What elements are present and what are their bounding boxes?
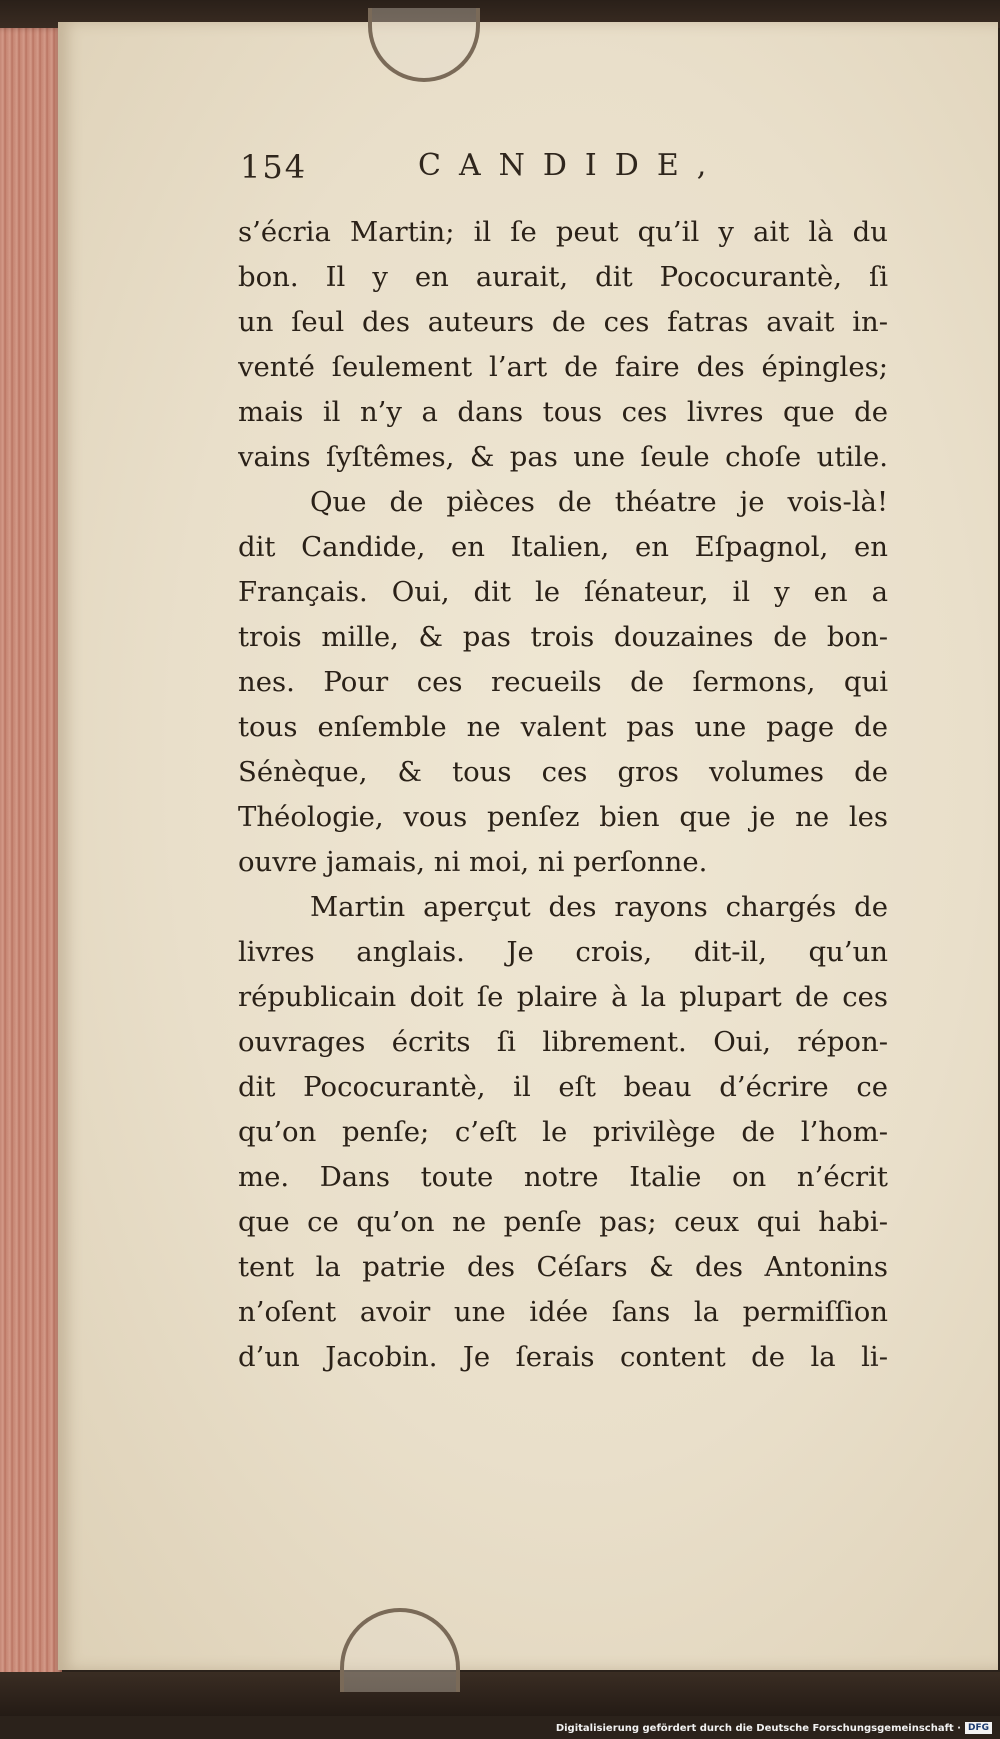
dfg-logo: DFG — [965, 1722, 992, 1734]
text-line: n’oſent avoir une idée ſans la permiſſion — [238, 1296, 888, 1328]
book-page-edges — [0, 28, 62, 1678]
text-line: dit Pococurantè, il eſt beau d’écrire ce — [238, 1071, 888, 1103]
text-line: venté ſeulement l’art de faire des épingles; — [238, 351, 888, 383]
text-line: livres anglais. Je crois, dit-il, qu’un — [238, 936, 888, 968]
text-line: Sénèque, & tous ces gros volumes de — [238, 756, 888, 788]
text-line: vains ſyſtêmes, & pas une ſeule choſe utile. — [238, 441, 888, 473]
text-line: Français. Oui, dit le ſénateur, il y en a — [238, 576, 888, 608]
text-line: ouvre jamais, ni moi, ni perſonne. — [238, 846, 708, 878]
text-line: qu’on penſe; c’eſt le privilège de l’hom- — [238, 1116, 888, 1148]
text-line: républicain doit ſe plaire à la plupart de ces — [238, 981, 888, 1013]
text-line: dit Candide, en Italien, en Eſpagnol, en — [238, 531, 888, 563]
text-line: ouvrages écrits ſi librement. Oui, répon- — [238, 1026, 888, 1058]
text-line: que ce qu’on ne penſe pas; ceux qui habi- — [238, 1206, 888, 1238]
body-text — [238, 210, 888, 1380]
digitization-credit — [556, 1722, 992, 1734]
text-line: tent la patrie des Céſars & des Antonins — [238, 1251, 888, 1283]
credit-text: Digitalisierung gefördert durch die Deutsche Forschungsgemeinschaft · — [555, 1722, 961, 1734]
text-line: mais il n’y a dans tous ces livres que de — [238, 396, 888, 428]
text-line: Que de pièces de théatre je vois-là! — [310, 486, 888, 518]
text-line: nes. Pour ces recueils de ſermons, qui — [238, 666, 888, 698]
page-number: 154 — [240, 148, 308, 186]
text-line: d’un Jacobin. Je ſerais content de la li- — [238, 1341, 888, 1373]
text-line: trois mille, & pas trois douzaines de bon- — [238, 621, 888, 653]
scan-bottom-border — [0, 1672, 1000, 1716]
text-line: Théologie, vous penſez bien que je ne les — [238, 801, 888, 833]
running-title: CANDIDE, — [418, 148, 725, 183]
text-line: s’écria Martin; il ſe peut qu’il y ait là du — [238, 216, 888, 248]
text-line: bon. Il y en aurait, dit Pococurantè, ſi — [238, 261, 888, 293]
text-line: me. Dans toute notre Italie on n’écrit — [238, 1161, 888, 1193]
text-line: un ſeul des auteurs de ces fatras avait in- — [238, 306, 888, 338]
text-line: Martin aperçut des rayons chargés de — [310, 891, 888, 923]
text-line: tous enſemble ne valent pas une page de — [238, 711, 888, 743]
